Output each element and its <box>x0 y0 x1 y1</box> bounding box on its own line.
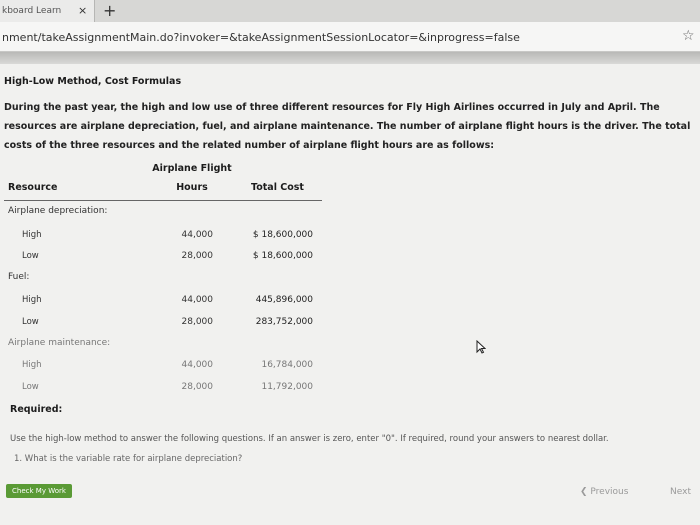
total-cost-cell: $ 18,600,000 <box>252 251 313 261</box>
question-1: 1. What is the variable rate for airplane depreciation? <box>14 454 243 464</box>
total-cost-cell: 283,752,000 <box>255 317 313 327</box>
page-banner <box>0 52 700 64</box>
total-cost-column-header: Total Cost <box>251 182 304 193</box>
airplane-flight-column-header: Airplane Flight <box>152 163 232 174</box>
row-label: High <box>22 230 42 240</box>
hours-cell: 28,000 <box>181 317 213 327</box>
hours-cell: 44,000 <box>181 230 213 240</box>
url-field[interactable]: nment/takeAssignmentMain.do?invoker=&takeAssignmentSessionLocator=&inprogress=false <box>2 31 520 44</box>
next-button[interactable]: Next <box>670 487 691 497</box>
total-cost-cell: $ 18,600,000 <box>252 230 313 240</box>
required-heading: Required: <box>10 404 63 415</box>
assignment-content <box>0 64 700 525</box>
hours-cell: 28,000 <box>181 382 213 392</box>
previous-button[interactable] <box>580 487 628 497</box>
check-my-work-button[interactable]: Check My Work <box>6 484 72 498</box>
browser-tab[interactable] <box>0 0 95 22</box>
hours-column-header: Hours <box>176 182 208 193</box>
row-label: Low <box>22 251 39 261</box>
chevron-left-icon: ❮ <box>580 487 591 497</box>
hours-cell: 44,000 <box>181 360 213 370</box>
total-cost-cell: 11,792,000 <box>261 382 313 392</box>
instructions-text: Use the high-low method to answer the following questions. If an answer is zero, enter "0". If required, round your answers to nearest dollar. <box>10 434 609 444</box>
hours-cell: 28,000 <box>181 251 213 261</box>
new-tab-button[interactable]: + <box>103 1 117 20</box>
total-cost-cell: 16,784,000 <box>261 360 313 370</box>
browser-tab-bar <box>0 0 700 22</box>
row-label: Low <box>22 382 39 392</box>
problem-description: During the past year, the high and low use of three different resources for Fly High Airlines occurred in July and April. The resources are airplane depreciation, fuel, and airplane maintenance. The number of airplane flight hours is the driver. The total costs of the three resources and the related number of airplane flight hours are as follows: <box>4 102 691 151</box>
address-bar <box>0 22 700 52</box>
page-title: High-Low Method, Cost Formulas <box>4 76 182 87</box>
resource-column-header: Resource <box>8 182 58 193</box>
row-label: High <box>22 360 42 370</box>
row-label: High <box>22 295 42 305</box>
group-label-fuel: Fuel: <box>8 272 30 282</box>
header-divider <box>4 200 322 201</box>
close-tab-icon[interactable]: × <box>78 4 88 17</box>
total-cost-cell: 445,896,000 <box>255 295 313 305</box>
bookmark-star-icon[interactable]: ☆ <box>682 28 695 44</box>
previous-label: Previous <box>590 487 629 497</box>
group-label-maintenance: Airplane maintenance: <box>8 338 111 348</box>
mouse-cursor-icon <box>476 340 486 357</box>
tab-title: kboard Learn <box>2 6 62 16</box>
row-label: Low <box>22 317 39 327</box>
hours-cell: 44,000 <box>181 295 213 305</box>
group-label-depreciation: Airplane depreciation: <box>8 206 108 216</box>
